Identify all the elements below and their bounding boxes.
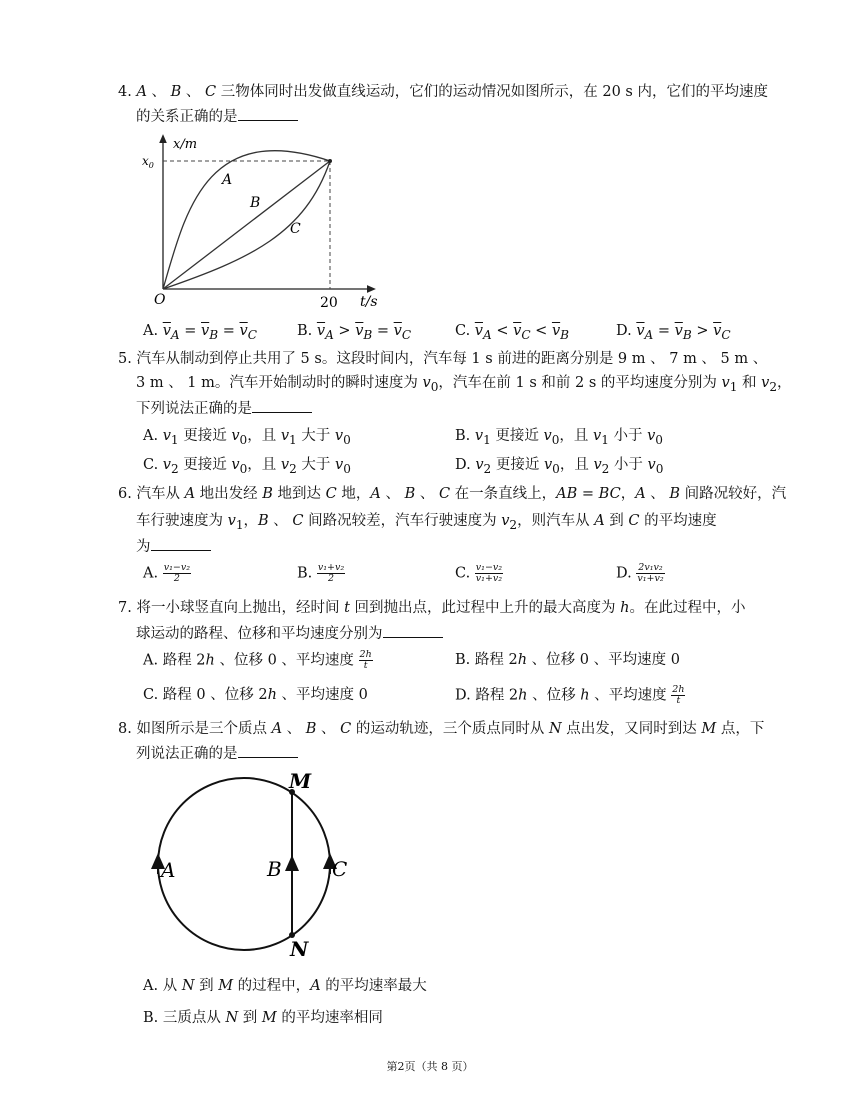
q8-label-n: N: [290, 937, 309, 961]
q6-stem-line2: 车行驶速度为 $v_1$，B 、 C 间路况较差，汽车行驶速度为 $v_2$，则汽车从 A 到 C 的平均速度: [136, 513, 717, 532]
q4-option-b[interactable]: B. $\overline{v}_A > \overline{v}_B = \overline{v}_C$: [297, 323, 412, 342]
q7-stem-line1: 7. 将一小球竖直向上抛出，经时间 t 回到抛出点，此过程中上升的最大高度为 h。在此过程中，小: [118, 600, 746, 616]
q5-stem-line2: 3 m 、 1 m。汽车开始制动时的瞬时速度为 $v_0$，汽车在前 1 s 和前 2 s 的平均速度分别为 $v_1$ 和 $v_2$，: [136, 375, 792, 394]
q4-option-a[interactable]: A. $\overline{v}_A = \overline{v}_B = \overline{v}_C$: [143, 323, 257, 342]
q8-trajectory-figure: [140, 770, 370, 975]
q8-label-c: C: [332, 857, 348, 881]
q8-label-b: B: [267, 857, 282, 881]
answer-blank[interactable]: [151, 536, 211, 551]
q5-option-d[interactable]: D. $v_2$ 更接近 $v_0$，且 $v_2$ 小于 $v_0$: [455, 457, 664, 476]
q6-option-a[interactable]: A. $\frac{\text{v₁−v₂}}{2}$: [143, 562, 191, 584]
q5-option-a[interactable]: A. $v_1$ 更接近 $v_0$，且 $v_1$ 大于 $v_0$: [143, 428, 351, 447]
q4-x-label: t/s: [360, 294, 378, 310]
q4-option-d[interactable]: D. $\overline{v}_A = \overline{v}_B > \overline{v}_C$: [616, 323, 731, 342]
q6-option-d[interactable]: D. $\frac{\text{2v₁v₂}}{\text{v₁+v₂}}$: [616, 562, 664, 584]
q7-option-c[interactable]: C. 路程 0 、位移 2h 、平均速度 0: [143, 687, 368, 703]
q5-option-b[interactable]: B. $v_1$ 更接近 $v_0$，且 $v_1$ 小于 $v_0$: [455, 428, 663, 447]
q6-stem-line3: 为: [136, 536, 211, 557]
answer-blank[interactable]: [252, 398, 312, 413]
q6-option-b[interactable]: B. $\frac{\text{v₁+v₂}}{2}$: [297, 562, 345, 584]
q4-curve-a: [163, 151, 330, 289]
q4-label-a: A: [222, 172, 233, 188]
q6-option-c[interactable]: C. $\frac{\text{v₁−v₂}}{\text{v₁+v₂}}$: [455, 562, 503, 584]
q4-xt-graph: [140, 134, 390, 314]
q5-stem-line1: 5. 汽车从制动到停止共用了 5 s。这段时间内，汽车每 1 s 前进的距离分别是 9 m 、 7 m 、 5 m 、: [118, 351, 768, 367]
q4-label-b: B: [250, 195, 261, 211]
q7-option-d[interactable]: D. 路程 2h 、位移 h 、平均速度 $\frac{2h}{t}$: [455, 684, 685, 706]
q8-label-a: A: [161, 858, 176, 882]
q4-stem-line2: 的关系正确的是: [136, 106, 298, 127]
q4-y-label: x/m: [173, 137, 198, 152]
q4-label-c: C: [290, 221, 301, 237]
q4-x0-label: $x_0$: [142, 154, 154, 170]
q8-stem-line2: 列说法正确的是: [136, 743, 298, 764]
q7-stem-line2: 球运动的路程、位移和平均速度分别为: [136, 623, 443, 644]
q8-stem-line1: 8. 如图所示是三个质点 A 、 B 、 C 的运动轨迹，三个质点同时从 N 点出发，又同时到达 M 点，下: [118, 721, 765, 737]
q4-x-mark: 20: [320, 295, 338, 311]
page-footer: 第2页（共 8 页）: [386, 1060, 474, 1073]
answer-blank[interactable]: [238, 106, 298, 121]
q5-stem-line3: 下列说法正确的是: [136, 398, 312, 419]
q8-circle: [158, 778, 330, 950]
q4-option-c[interactable]: C. $\overline{v}_A < \overline{v}_C < \overline{v}_B$: [455, 323, 570, 342]
q8-option-a[interactable]: A. 从 N 到 M 的过程中，A 的平均速率最大: [143, 978, 427, 994]
q4-line-b: [163, 161, 330, 289]
answer-blank[interactable]: [383, 623, 443, 638]
q7-option-a[interactable]: A. 路程 2h 、位移 0 、平均速度 $\frac{2h}{t}$: [143, 649, 372, 671]
q8-label-m: M: [289, 770, 312, 793]
q4-stem-line1: 4. A 、 B 、 C 三物体同时出发做直线运动，它们的运动情况如图所示，在 20 s 内，它们的平均速度: [118, 84, 768, 100]
q4-origin: O: [154, 292, 166, 308]
q5-option-c[interactable]: C. $v_2$ 更接近 $v_0$，且 $v_2$ 大于 $v_0$: [143, 457, 351, 476]
q6-stem-line1: 6. 汽车从 A 地出发经 B 地到达 C 地，A 、 B 、 C 在一条直线上，AB = BC，A 、 B 间路况较好，汽: [118, 486, 787, 502]
q7-option-b[interactable]: B. 路程 2h 、位移 0 、平均速度 0: [455, 652, 680, 668]
answer-blank[interactable]: [238, 743, 298, 758]
q8-option-b[interactable]: B. 三质点从 N 到 M 的平均速率相同: [143, 1010, 383, 1026]
